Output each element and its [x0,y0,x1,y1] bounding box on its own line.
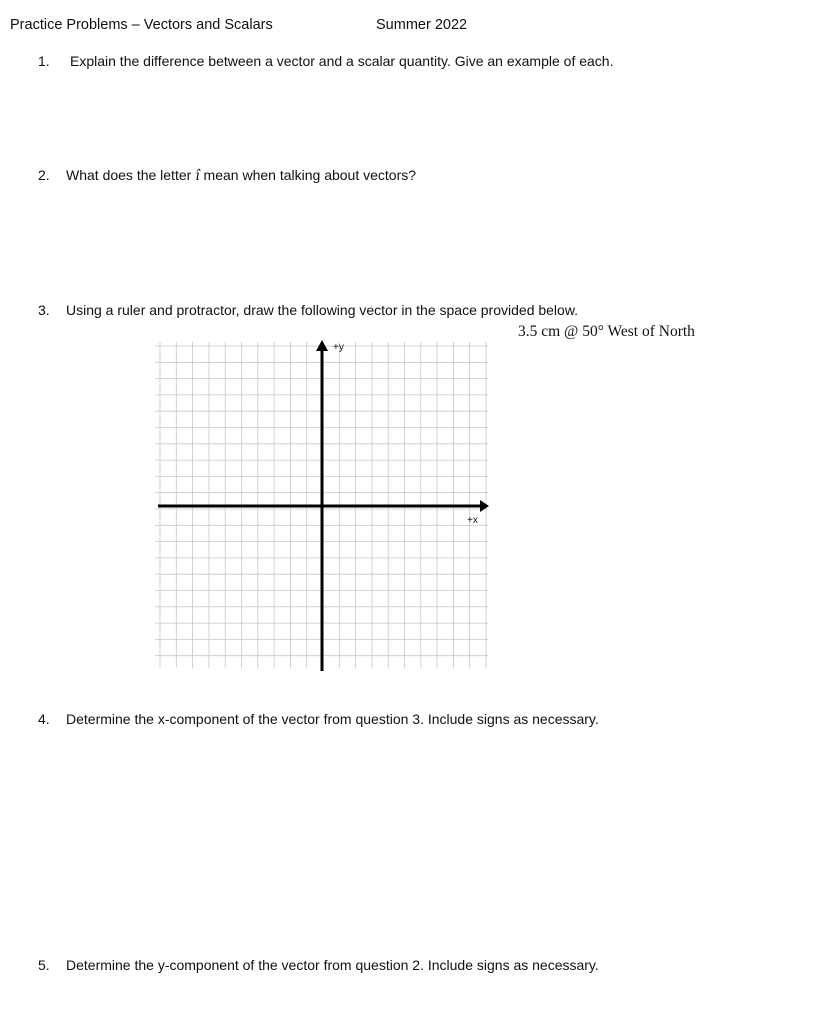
y-axis-arrowhead [316,340,328,351]
question-2-text-before: What does the letter [66,167,196,183]
question-2-number: 2. [38,167,50,183]
unit-vector-i-symbol: î [195,168,200,184]
x-axis-arrowhead [480,500,489,512]
question-4-text: Determine the x-component of the vector from question 3. Include signs as necessary. [66,711,599,727]
question-3-text: Using a ruler and protractor, draw the following vector in the space provided below. [66,302,579,318]
y-axis-label: +y [333,342,344,353]
question-3-vector-spec: 3.5 cm @ 50° West of North [518,323,695,340]
worksheet-term: Summer 2022 [376,17,468,33]
question-1-number: 1. [38,53,50,69]
question-4-number: 4. [38,711,50,727]
question-1-text: Explain the difference between a vector and a scalar quantity. Give an example of each. [70,53,614,69]
worksheet-title: Practice Problems – Vectors and Scalars [10,17,273,33]
question-5-text: Determine the y-component of the vector from question 2. Include signs as necessary. [66,957,599,973]
question-3-number: 3. [38,302,50,318]
x-axis-label: +x [467,515,478,526]
question-2-text-after: mean when talking about vectors? [199,167,417,183]
question-5-number: 5. [38,957,50,973]
